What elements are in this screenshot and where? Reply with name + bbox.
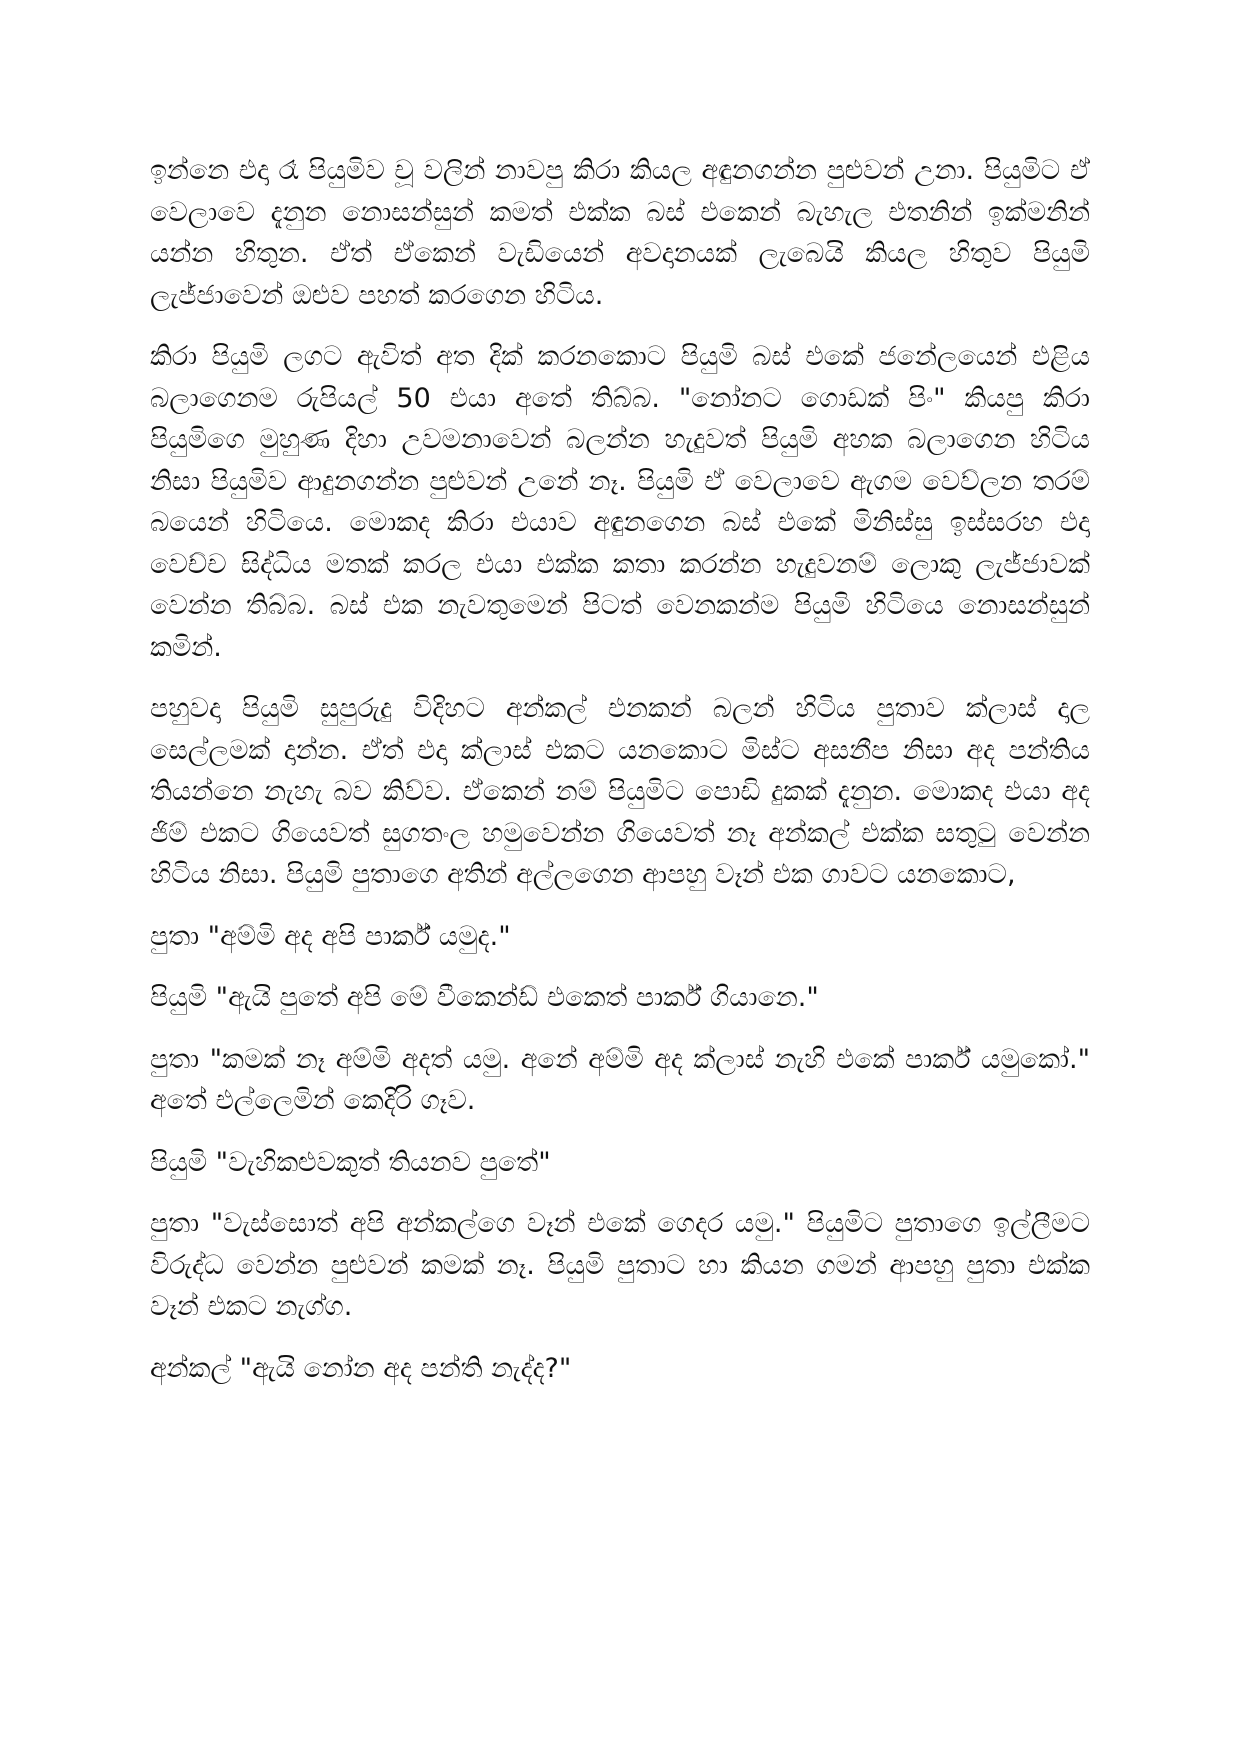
- dialogue-line-2: පියුමි "ඇයි පුතේ අපි මේ වීකෙන්ඩ් එකෙත් පාර්ක් ගියානෙ.": [150, 982, 819, 1013]
- dialogue-line-4: පියුමි "වැහිකළුවකුත් තියනව පුතේ": [150, 1146, 551, 1178]
- document-body: [150, 150, 1090, 1409]
- paragraph-2: කිරා පියුමි ලගට ඇවිත් අත දික් කරනකොට පියුමි බස් එකේ ජනේලයෙන් එළිය බලාගෙනම රුපියල් 50 එයා අතේ තිබ්බ. "නෝනට ගොඩක් පිං" කියපු කිරා පියුමිගෙ මුහුණ දිහා උවමනාවෙන් බලන්න හැදුවත් පියුමි අහක බලාගෙන හිටිය නිසා පියුමිව ආදුනගන්න පුළුවන් උනේ නෑ. පියුමි ඒ වෙලාවෙ ඇගම වෙව්ලන තරම් බයෙන් හිටියෙ. මොකද කිරා එයාව අඳුනගෙන බස් එකේ මිනිස්සු ඉස්සරහ එදා වෙච්ච සිද්ධිය මතක් කරල එයා එක්ක කතා කරන්න හැදුවනම් ලොකු ලැජ්ජාවක් වෙන්න තිබ්බ. බස් එක නැවතුමෙන් පිටත් වෙනකන්ම පියුමි හිටියෙ නොසන්සුන් කමින්.: [150, 341, 1090, 663]
- dialogue-line-6: අන්කල් "ඇයි නෝන අද පන්ති නැද්ද?": [150, 1352, 572, 1384]
- paragraph-1: ඉන්නෙ එදා රෑ පියුමිව චූ වලින් නාවපු කිරා කියල අඳුනගන්න පුළුවන් උනා. පියුමිට ඒ වෙලාවෙ දැනුන නොසන්සුන් කමත් එක්ක බස් එකෙන් බැහැල එතනින් ඉක්මනින් යන්න හිතුන. ඒත් ඒකෙන් වැඩියෙන් අවදානයක් ලැබෙයි කියල හිතුව පියුමි ලැජ්ජාවෙන් ඔළුව පහත් කරගෙන හිටිය.: [150, 155, 1090, 311]
- dialogue-line-3: පුතා "කමක් නෑ අම්මි අදත් යමු. අනේ අම්මි අද ක්ලාස් නැහි එකේ පාර්ක් යමුකෝ." අතේ එල්ලෙමින් කෙදිරි ගෑව.: [150, 1043, 1090, 1116]
- paragraph-3: පහුවදා පියුමි සුපුරුදු විදිහට අන්කල් එනකන් බලන් හිටිය පුතාව ක්ලාස් දාල සෙල්ලමක් දාන්න. ඒත් එදා ක්ලාස් එකට යනකොට මිස්ට අසනීප නිසා අද පන්තිය තියන්නෙ නැහැ බව කිව්ව. ඒකෙන් නම් පියුමිට පොඩි දුකක් දැනුන. මොකද එයා අද ජිම් එකට ගියෙවත් සුගතංල හමුවෙන්න ගියෙවත් නෑ අන්කල් එක්ක සතුටු වෙන්න හිටිය නිසා. පියුමි පුතාගෙ අතින් අල්ලගෙන ආපහු වෑන් එක ගාවට යනකොට,: [150, 693, 1090, 890]
- dialogue-line-1: පුතා "අම්මි අද අපි පාර්ක් යමුද.": [150, 920, 511, 952]
- dialogue-line-5: පුතා "වැස්සොත් අපි අන්කල්ගෙ වෑන් එකේ ගෙදර යමු." පියුමිට පුතාගෙ ඉල්ලීමට විරුද්ධ වෙන්න පුළුවන් කමක් නෑ. පියුමි පුතාට හා කියන ගමන් ආපහු පුතා එක්ක වෑන් එකට නැග්ග.: [150, 1208, 1090, 1322]
